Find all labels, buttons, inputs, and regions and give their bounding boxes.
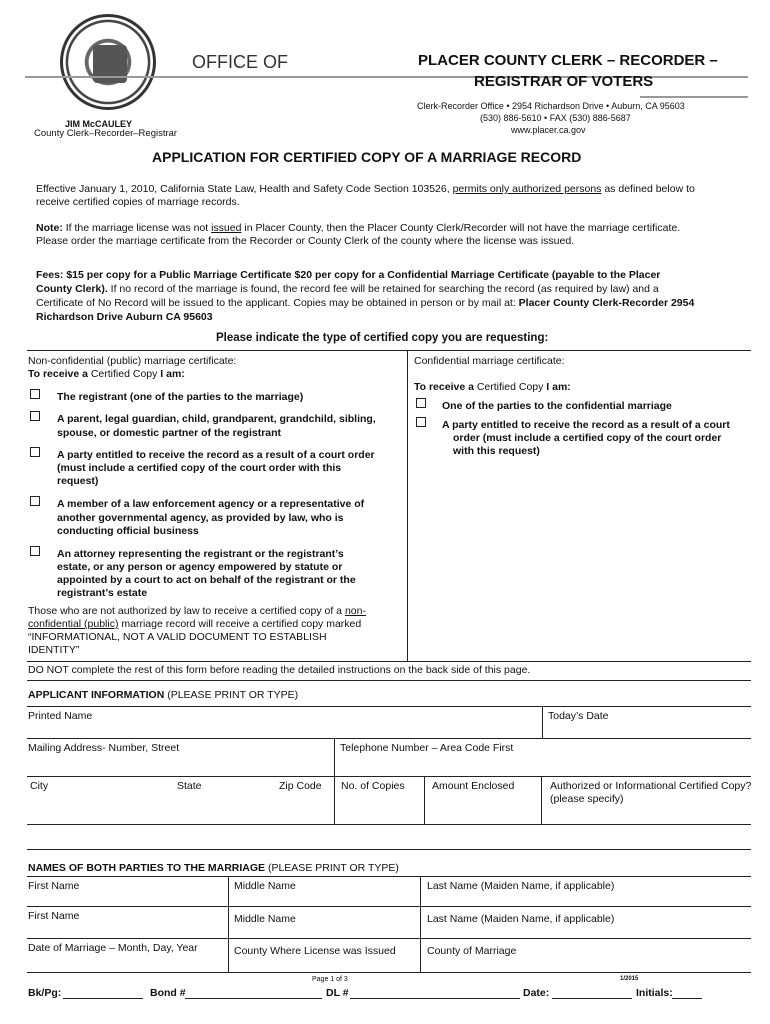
informational-line3: “INFORMATIONAL, NOT A VALID DOCUMENT TO ESTABLISH xyxy=(28,631,327,643)
effective-line2: receive certified copies of marriage records. xyxy=(36,196,240,208)
public-receive xyxy=(28,368,185,380)
party1-last-name-label: Last Name (Maiden Name, if applicable) xyxy=(427,880,615,892)
confidential-opt2-label-3: with this request) xyxy=(453,445,540,457)
applicant-heading-bold: APPLICANT INFORMATION xyxy=(28,689,165,701)
authorized-persons-text: permits only authorized persons xyxy=(452,183,602,195)
note-text-tail: in Placer County, then the Placer County Clerk/Recorder will not have the marriage certificate. xyxy=(241,222,681,234)
confidential-opt2-label-1: A party entitled to receive the record as a result of a court xyxy=(442,419,730,431)
dl-line[interactable] xyxy=(350,998,520,999)
office-website[interactable]: www.placer.ca.gov xyxy=(511,125,586,135)
public-opt3-label-1: A party entitled to receive the record as a result of a court order xyxy=(57,449,375,461)
office-of-label: OFFICE OF xyxy=(192,52,288,72)
public-opt3-label-3: request) xyxy=(57,475,99,487)
public-opt5-label-4: registrant’s estate xyxy=(57,587,148,599)
confidential-opt1-checkbox[interactable] xyxy=(416,398,426,408)
info-text-a: Those who are not authorized by law to receive a certified copy of a xyxy=(28,605,345,617)
county-issued-field[interactable] xyxy=(229,939,419,971)
bkpg-label: Bk/Pg: xyxy=(28,987,62,999)
info-text-b: non- xyxy=(344,605,366,617)
header-rule-left xyxy=(25,76,150,78)
public-opt5-label-3: appointed by a court to act on behalf of the registrant or the xyxy=(57,574,356,586)
note-paragraph xyxy=(36,222,680,234)
form-title: APPLICATION FOR CERTIFIED COPY OF A MARRIAGE RECORD xyxy=(152,149,582,165)
applicant-rule-4 xyxy=(27,824,751,825)
informational-line1 xyxy=(28,605,366,617)
office-title-line2: REGISTRAR OF VOTERS xyxy=(474,73,654,90)
county-of-marriage-field[interactable] xyxy=(421,939,751,971)
dl-label: DL # xyxy=(326,987,349,999)
revision-date: 1/2015 xyxy=(620,976,639,982)
mailing-address-label: Mailing Address- Number, Street xyxy=(28,742,180,754)
public-opt4-label-2: another governmental agency, as provided by law, who is xyxy=(57,512,344,524)
todays-date-label: Today’s Date xyxy=(548,710,609,722)
note-line2: Please order the marriage certificate from the Recorder or County Clerk of the county where the license was issued. xyxy=(36,235,575,247)
public-opt5-label-2: estate, or any person or agency empowered by statute or xyxy=(57,561,343,573)
date-line[interactable] xyxy=(552,998,632,999)
party1-first-name-label: First Name xyxy=(28,880,80,892)
indicate-heading: Please indicate the type of certified copy you are requesting: xyxy=(216,332,549,344)
confidential-opt2-checkbox[interactable] xyxy=(416,417,426,427)
official-name: JIM McCAULEY xyxy=(65,119,133,129)
party2-first-name-field[interactable] xyxy=(27,907,227,937)
parties-heading-rest: (PLEASE PRINT OR TYPE) xyxy=(265,862,399,874)
fees-payee: County Clerk). xyxy=(36,283,108,295)
conf-receive-a: To receive a xyxy=(414,381,477,393)
bond-line[interactable] xyxy=(185,998,322,999)
header-rule xyxy=(150,76,748,78)
public-receive-b: Certified Copy xyxy=(90,368,158,380)
header-rule-short xyxy=(640,96,748,98)
public-opt2-label-2: spouse, or domestic partner of the registrant xyxy=(57,427,282,439)
do-not-complete-text: DO NOT complete the rest of this form before reading the detailed instructions on the back side of this page. xyxy=(28,664,531,676)
column-divider xyxy=(407,350,408,661)
table-bottom-rule xyxy=(27,661,751,662)
public-opt1-label: The registrant (one of the parties to the marriage) xyxy=(57,391,304,403)
party2-middle-name-label: Middle Name xyxy=(234,913,296,925)
amount-field[interactable] xyxy=(425,777,540,823)
fees-address: Placer County Clerk-Recorder 2954 xyxy=(515,297,695,309)
public-opt4-label-3: conducting official business xyxy=(57,525,199,537)
info-text-c: confidential (public) xyxy=(28,618,119,630)
conf-receive-b: Certified Copy xyxy=(476,381,544,393)
city-label: City xyxy=(30,780,49,792)
copies-field[interactable] xyxy=(335,777,423,823)
office-phone-fax: (530) 886-5610 • FAX (530) 886-5687 xyxy=(480,113,631,123)
effective-text: Effective January 1, 2010, California State Law, Health and Safety Code Section 103526, xyxy=(36,183,450,195)
note-text: If the marriage license was not xyxy=(62,222,212,234)
county-issued-label: County Where License was Issued xyxy=(234,945,396,957)
party1-middle-name-field[interactable] xyxy=(229,877,419,905)
do-not-rule xyxy=(27,680,751,681)
effective-text-tail: as defined below to xyxy=(604,183,695,195)
party2-last-name-field[interactable] xyxy=(421,907,751,937)
county-seal xyxy=(60,14,156,110)
official-title: County Clerk–Recorder–Registrar xyxy=(34,128,178,139)
public-heading: Non-confidential (public) marriage certificate: xyxy=(28,355,237,367)
bkpg-line[interactable] xyxy=(63,998,143,999)
public-opt1-checkbox[interactable] xyxy=(30,389,40,399)
public-opt5-checkbox[interactable] xyxy=(30,546,40,556)
telephone-label: Telephone Number – Area Code First xyxy=(340,742,514,754)
parties-rule-4 xyxy=(27,972,751,973)
mailing-address-field[interactable] xyxy=(27,739,333,775)
printed-name-label: Printed Name xyxy=(28,710,93,722)
county-of-marriage-label: County of Marriage xyxy=(427,945,517,957)
authorized-label-2: (please specify) xyxy=(550,793,624,805)
public-opt3-checkbox[interactable] xyxy=(30,447,40,457)
effective-paragraph xyxy=(36,183,695,195)
fees-line4: Richardson Drive Auburn CA 95603 xyxy=(36,311,213,323)
confidential-heading: Confidential marriage certificate: xyxy=(414,355,565,367)
applicant-heading-rest: (PLEASE PRINT OR TYPE) xyxy=(164,689,299,701)
party2-middle-name-field[interactable] xyxy=(229,907,419,937)
table-top-rule xyxy=(27,350,751,351)
public-opt5-label-1: An attorney representing the registrant or the registrant’s xyxy=(57,548,344,560)
confidential-opt1-label: One of the parties to the confidential marriage xyxy=(442,400,672,412)
state-label: State xyxy=(177,780,202,792)
party2-last-name-label: Last Name (Maiden Name, if applicable) xyxy=(427,913,615,925)
zip-label: Zip Code xyxy=(279,780,322,792)
city-state-zip-field[interactable] xyxy=(27,777,333,823)
todays-date-field[interactable] xyxy=(543,707,751,737)
parties-heading xyxy=(28,862,399,874)
printed-name-field[interactable] xyxy=(27,707,541,737)
confidential-receive xyxy=(414,381,571,393)
party1-first-name-field[interactable] xyxy=(27,877,227,905)
authorized-label-1: Authorized or Informational Certified Copy? xyxy=(550,780,752,792)
initials-line[interactable] xyxy=(672,998,702,999)
fees-line2 xyxy=(36,283,659,295)
amount-label: Amount Enclosed xyxy=(432,780,515,792)
note-label: Note: xyxy=(36,222,63,234)
copies-label: No. of Copies xyxy=(341,780,405,792)
initials-label: Initials: xyxy=(636,987,673,999)
public-receive-c: I am: xyxy=(157,368,185,380)
public-opt4-checkbox[interactable] xyxy=(30,496,40,506)
applicant-heading xyxy=(28,689,298,701)
fees-text: If no record of the marriage is found, the record fee will be retained for searching the record (as required by law) and a xyxy=(107,283,659,295)
informational-line4: IDENTITY” xyxy=(28,644,80,656)
authorized-field[interactable] xyxy=(542,777,751,823)
conf-receive-c: I am: xyxy=(543,381,571,393)
office-title-line1: PLACER COUNTY CLERK – RECORDER – xyxy=(418,52,718,69)
fees-line3 xyxy=(36,297,694,309)
informational-line2 xyxy=(28,618,361,630)
public-opt2-checkbox[interactable] xyxy=(30,411,40,421)
confidential-opt2-label-2: order (must include a certified copy of the court order xyxy=(453,432,722,444)
party1-middle-name-label: Middle Name xyxy=(234,880,296,892)
party1-last-name-field[interactable] xyxy=(421,877,751,905)
telephone-field[interactable] xyxy=(335,739,751,775)
public-receive-a: To receive a xyxy=(28,368,91,380)
date-of-marriage-field[interactable] xyxy=(27,939,227,971)
office-address: Clerk-Recorder Office • 2954 Richardson Drive • Auburn, CA 95603 xyxy=(417,101,685,111)
date-of-marriage-label: Date of Marriage – Month, Day, Year xyxy=(28,942,198,954)
party2-first-name-label: First Name xyxy=(28,910,80,922)
info-text-d: marriage record will receive a certified copy marked xyxy=(118,618,362,630)
public-opt2-label-1: A parent, legal guardian, child, grandparent, grandchild, sibling, xyxy=(57,413,376,425)
page-number: Page 1 of 3 xyxy=(312,976,348,983)
date-label: Date: xyxy=(523,987,550,999)
bond-label: Bond # xyxy=(150,987,186,999)
public-opt4-label-1: A member of a law enforcement agency or a representative of xyxy=(57,498,365,510)
fees-text2: Certificate of No Record will be issued to the applicant. Copies may be obtained in person or by mail at: xyxy=(36,297,516,309)
note-issued: issued xyxy=(211,222,242,234)
fees-line1: Fees: $15 per copy for a Public Marriage Certificate $20 per copy for a Confidential Marriage Certificate (payable to the Placer xyxy=(36,269,661,281)
parties-heading-bold: NAMES OF BOTH PARTIES TO THE MARRIAGE xyxy=(28,862,266,874)
public-opt3-label-2: (must include a certified copy of the court order with this xyxy=(57,462,342,474)
parties-top-rule xyxy=(27,849,751,850)
